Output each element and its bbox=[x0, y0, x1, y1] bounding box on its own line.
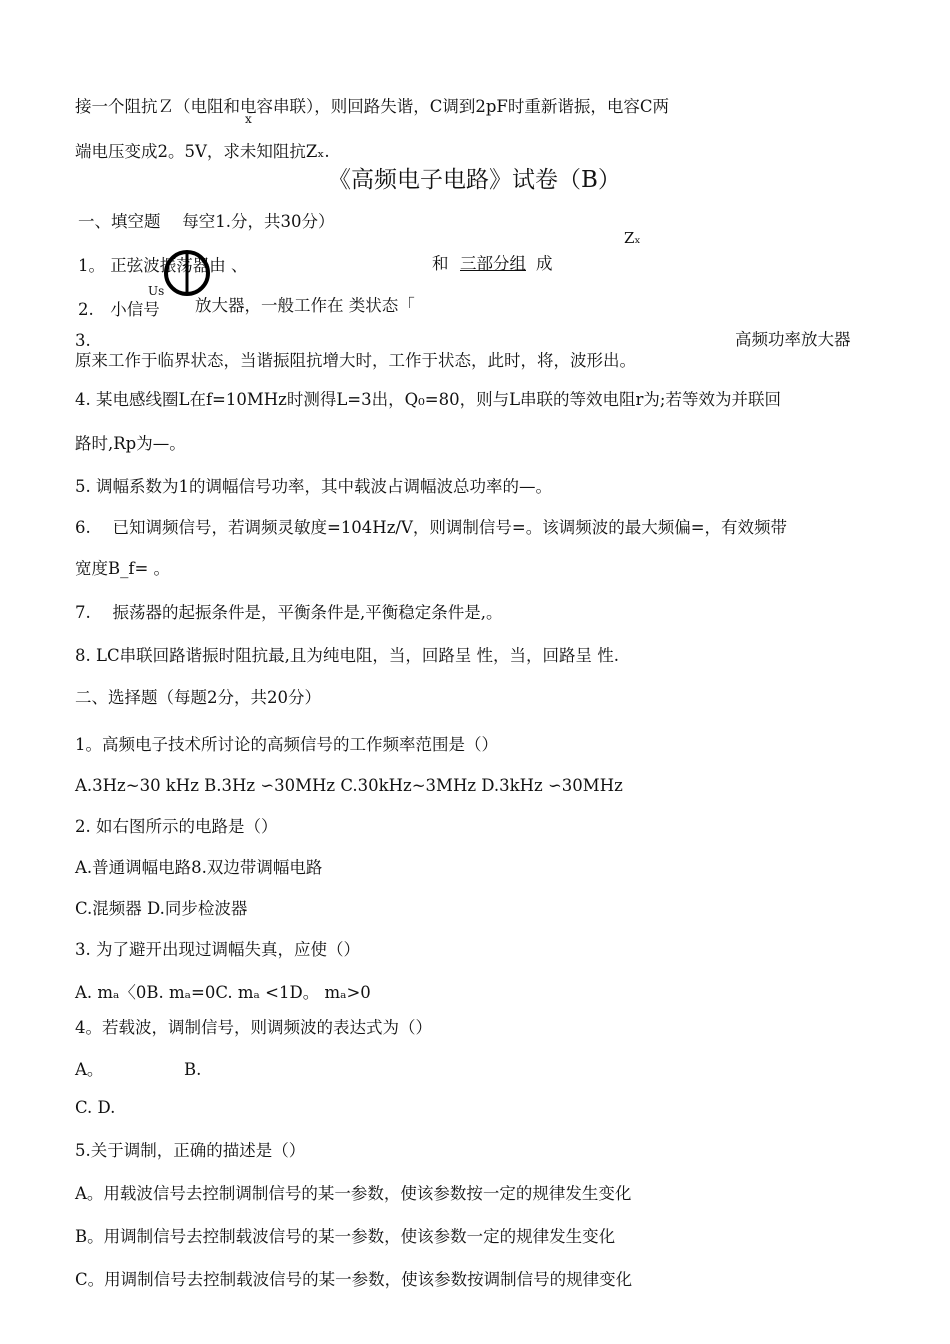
figure-label-zx: Zₓ bbox=[624, 229, 641, 247]
s1-q6-line-1: 6. 已知调频信号，若调频灵敏度=104Hz/V，则调制信号=。该调频波的最大频偏=，有效频带 bbox=[75, 518, 788, 537]
s1-q2-part-a: 2. 小信号 bbox=[78, 300, 160, 319]
s2-q3-options: A. mₐ〈0B. mₐ=0C. mₐ <1D。 mₐ>0 bbox=[75, 983, 371, 1002]
intro-line-1: 接一个阻抗Ｚ（电阻和电容串联），则回路失谐，C调到2pF时重新谐振，电容C两 bbox=[75, 97, 670, 116]
s1-q8: 8. LC串联回路谐振时阻抗最,且为纯电阻，当，回路呈 性，当，回路呈 性. bbox=[75, 646, 620, 665]
s1-q3-right-text: 高频功率放大器 bbox=[735, 330, 851, 349]
s2-q4-option-b: B. bbox=[184, 1060, 202, 1079]
s1-q7: 7. 振荡器的起振条件是，平衡条件是,平衡稳定条件是,。 bbox=[75, 603, 503, 622]
s2-q4-option-a: A。 bbox=[75, 1060, 104, 1079]
s1-q3-number: 3. bbox=[75, 331, 91, 350]
s1-q4-line-2: 路时,Rp为—。 bbox=[75, 434, 186, 453]
voltage-source-icon bbox=[162, 248, 212, 298]
s2-q5-option-b: B。用调制信号去控制载波信号的某一参数，使该参数一定的规律发生变化 bbox=[75, 1227, 616, 1246]
figure-label-us: Us bbox=[148, 284, 165, 298]
s2-q2-stem: 2. 如右图所示的电路是（） bbox=[75, 817, 278, 836]
s2-q4-stem: 4。若载波，调制信号，则调频波的表达式为（） bbox=[75, 1018, 432, 1037]
intro-line-2: 端电压变成2。5V，求未知阻抗Zₓ. bbox=[75, 142, 330, 161]
section2-header: 二、选择题（每题2分，共20分） bbox=[75, 688, 321, 707]
section1-header: 一、填空题 每空1.分，共30分） bbox=[78, 212, 335, 231]
s2-q4-options-cd: C. D. bbox=[75, 1098, 116, 1117]
s1-q1-part-b: 和 bbox=[432, 254, 449, 273]
s1-q3-line-2: 原来工作于临界状态，当谐振阻抗增大时，工作于状态，此时，将，波形出。 bbox=[75, 351, 636, 370]
s2-q5-option-c: C。用调制信号去控制载波信号的某一参数，使该参数按调制信号的规律变化 bbox=[75, 1270, 633, 1289]
s2-q5-option-a: A。用载波信号去控制调制信号的某一参数，使该参数按一定的规律发生变化 bbox=[75, 1184, 632, 1203]
s1-q1-part-a: 1。 正弦波振荡器由 、 bbox=[78, 256, 248, 275]
s2-q3-stem: 3. 为了避开出现过调幅失真，应使（） bbox=[75, 940, 360, 959]
intro-subscript-x: x bbox=[245, 112, 252, 126]
s1-q1-part-d: 成 bbox=[536, 254, 553, 273]
s1-q4-line-1: 4. 某电感线圈L在f=10MHz时测得L=3出，Q₀=80，则与L串联的等效电阻r为;若等效为并联回 bbox=[75, 390, 781, 409]
exam-title: 《高频电子电路》试卷（B） bbox=[328, 167, 621, 193]
s1-q5: 5. 调幅系数为1的调幅信号功率，其中载波占调幅波总功率的—。 bbox=[75, 477, 552, 496]
s2-q2-options-1: A.普通调幅电路8.双边带调幅电路 bbox=[75, 858, 323, 877]
s1-q1-part-c: 三部分组 bbox=[460, 254, 526, 273]
s2-q5-stem: 5.关于调制，正确的描述是（） bbox=[75, 1141, 306, 1160]
s2-q1-stem: 1。高频电子技术所讨论的高频信号的工作频率范围是（） bbox=[75, 735, 498, 754]
s2-q2-options-2: C.混频器 D.同步检波器 bbox=[75, 899, 248, 918]
s2-q1-options: A.3Hz~30 kHz B.3Hz ∽30MHz C.30kHz~3MHz D.3kHz ∽30MHz bbox=[75, 776, 623, 795]
s1-q6-line-2: 宽度B_f= 。 bbox=[75, 559, 171, 578]
s1-q2-part-b: 放大器，一般工作在 类状态「 bbox=[195, 296, 415, 315]
